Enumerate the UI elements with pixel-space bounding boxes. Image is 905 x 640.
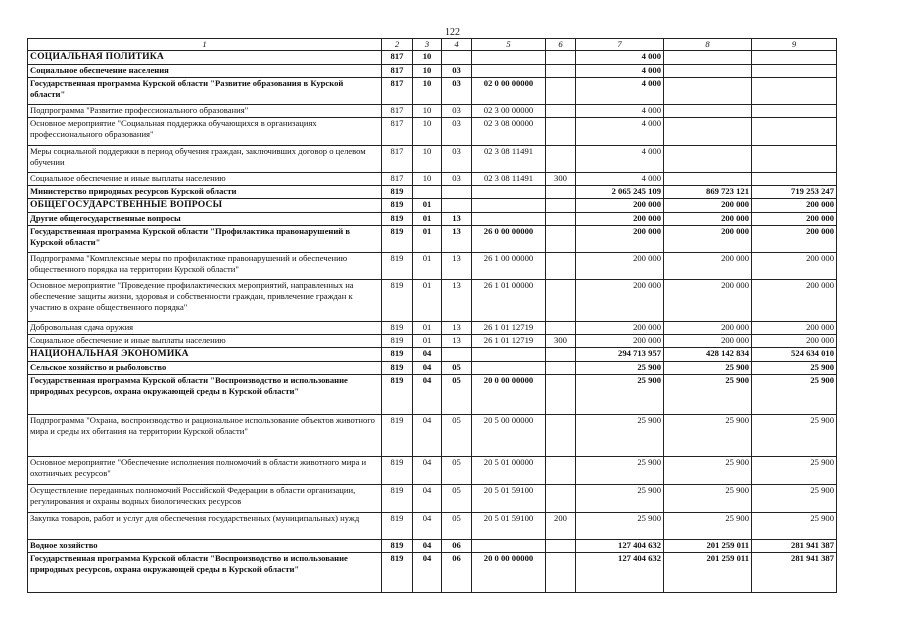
column-number: 1 (28, 39, 382, 51)
amount-year-1: 200 000 (576, 335, 664, 348)
ministry-code: 819 (382, 280, 413, 322)
expense-type-code (546, 118, 576, 146)
expense-type-code (546, 51, 576, 65)
ministry-code: 817 (382, 173, 413, 186)
item-name: Подпрограмма "Развитие профессионального образования" (28, 105, 382, 118)
column-number: 5 (472, 39, 546, 51)
ministry-code: 819 (382, 553, 413, 593)
section-code: 10 (413, 146, 442, 173)
table-row (28, 335, 837, 348)
table-row (28, 118, 837, 146)
amount-year-1: 25 900 (576, 362, 664, 375)
item-name: СОЦИАЛЬНАЯ ПОЛИТИКА (28, 51, 382, 65)
expense-type-code (546, 146, 576, 173)
table-body (28, 51, 837, 593)
amount-year-1: 2 065 245 109 (576, 186, 664, 199)
amount-year-3 (752, 78, 837, 105)
ministry-code: 817 (382, 65, 413, 78)
expense-type-code (546, 457, 576, 485)
item-name: Государственная программа Курской области "Профилактика правонарушений в Курской области" (28, 226, 382, 253)
target-article-code: 02 3 00 00000 (472, 105, 546, 118)
expense-type-code (546, 362, 576, 375)
ministry-code: 817 (382, 146, 413, 173)
amount-year-3: 200 000 (752, 322, 837, 335)
table-row (28, 199, 837, 213)
amount-year-1: 200 000 (576, 226, 664, 253)
subsection-code: 05 (442, 415, 472, 457)
target-article-code: 26 1 01 12719 (472, 322, 546, 335)
section-code: 04 (413, 457, 442, 485)
table-row (28, 226, 837, 253)
ministry-code: 819 (382, 226, 413, 253)
subsection-code (442, 199, 472, 213)
item-name: Осуществление переданных полномочий Российской Федерации в области организации, регулирования и охраны водных биологических ресурсов (28, 485, 382, 513)
section-code: 01 (413, 322, 442, 335)
section-code: 01 (413, 199, 442, 213)
expense-type-code (546, 253, 576, 280)
column-number: 4 (442, 39, 472, 51)
ministry-code: 817 (382, 51, 413, 65)
subsection-code: 03 (442, 65, 472, 78)
amount-year-2: 428 142 834 (664, 348, 752, 362)
table-row (28, 457, 837, 485)
table-row (28, 553, 837, 593)
target-article-code: 20 5 00 00000 (472, 415, 546, 457)
amount-year-2: 201 259 011 (664, 540, 752, 553)
amount-year-2 (664, 65, 752, 78)
expense-type-code (546, 105, 576, 118)
section-code: 01 (413, 280, 442, 322)
amount-year-2: 25 900 (664, 375, 752, 415)
amount-year-2: 25 900 (664, 513, 752, 540)
subsection-code: 03 (442, 105, 472, 118)
amount-year-2: 201 259 011 (664, 553, 752, 593)
amount-year-1: 25 900 (576, 375, 664, 415)
table-row (28, 362, 837, 375)
column-number: 7 (576, 39, 664, 51)
amount-year-2: 200 000 (664, 213, 752, 226)
item-name: Государственная программа Курской области "Воспроизводство и использование природных ресурсов, охрана окружающей среды в Курской области" (28, 375, 382, 415)
table-row (28, 213, 837, 226)
amount-year-3: 200 000 (752, 253, 837, 280)
subsection-code: 03 (442, 146, 472, 173)
column-number: 3 (413, 39, 442, 51)
expense-type-code (546, 226, 576, 253)
amount-year-3 (752, 118, 837, 146)
subsection-code: 03 (442, 173, 472, 186)
target-article-code (472, 186, 546, 199)
item-name: Социальное обеспечение и иные выплаты населению (28, 335, 382, 348)
expense-type-code: 200 (546, 513, 576, 540)
table-row (28, 78, 837, 105)
ministry-code: 817 (382, 105, 413, 118)
table-row (28, 146, 837, 173)
target-article-code: 26 0 00 00000 (472, 226, 546, 253)
section-code: 04 (413, 540, 442, 553)
amount-year-1: 25 900 (576, 513, 664, 540)
item-name: Социальное обеспечение населения (28, 65, 382, 78)
target-article-code (472, 65, 546, 78)
item-name: Сельское хозяйство и рыболовство (28, 362, 382, 375)
section-code: 01 (413, 253, 442, 280)
subsection-code: 13 (442, 213, 472, 226)
amount-year-1: 4 000 (576, 173, 664, 186)
expense-type-code (546, 348, 576, 362)
section-code: 10 (413, 65, 442, 78)
table-row (28, 415, 837, 457)
ministry-code: 819 (382, 513, 413, 540)
section-code: 10 (413, 118, 442, 146)
subsection-code: 05 (442, 485, 472, 513)
amount-year-3 (752, 146, 837, 173)
subsection-code: 13 (442, 226, 472, 253)
expense-type-code: 300 (546, 335, 576, 348)
target-article-code: 20 0 00 00000 (472, 375, 546, 415)
target-article-code (472, 348, 546, 362)
table-row (28, 186, 837, 199)
subsection-code: 05 (442, 457, 472, 485)
ministry-code: 817 (382, 118, 413, 146)
section-code: 04 (413, 362, 442, 375)
table-row (28, 280, 837, 322)
subsection-code: 13 (442, 335, 472, 348)
expense-type-code (546, 485, 576, 513)
expense-type-code: 300 (546, 173, 576, 186)
amount-year-3 (752, 65, 837, 78)
expense-type-code (546, 540, 576, 553)
subsection-code: 13 (442, 253, 472, 280)
target-article-code (472, 213, 546, 226)
section-code: 10 (413, 51, 442, 65)
target-article-code: 02 3 08 11491 (472, 173, 546, 186)
amount-year-2: 25 900 (664, 457, 752, 485)
ministry-code: 819 (382, 540, 413, 553)
subsection-code: 06 (442, 540, 472, 553)
subsection-code: 03 (442, 118, 472, 146)
item-name: Основное мероприятие "Социальная поддержка обучающихся в организациях профессионального образования" (28, 118, 382, 146)
target-article-code: 20 5 01 00000 (472, 457, 546, 485)
section-code (413, 186, 442, 199)
amount-year-1: 127 404 632 (576, 540, 664, 553)
table-row (28, 173, 837, 186)
expense-type-code (546, 415, 576, 457)
section-code: 01 (413, 213, 442, 226)
amount-year-3: 25 900 (752, 485, 837, 513)
amount-year-2 (664, 51, 752, 65)
amount-year-1: 4 000 (576, 78, 664, 105)
target-article-code (472, 199, 546, 213)
amount-year-3: 25 900 (752, 362, 837, 375)
table-row (28, 540, 837, 553)
ministry-code: 819 (382, 457, 413, 485)
column-number: 2 (382, 39, 413, 51)
amount-year-3 (752, 51, 837, 65)
item-name: Министерство природных ресурсов Курской области (28, 186, 382, 199)
amount-year-1: 4 000 (576, 118, 664, 146)
amount-year-2: 25 900 (664, 485, 752, 513)
amount-year-2: 200 000 (664, 199, 752, 213)
amount-year-2 (664, 146, 752, 173)
amount-year-2 (664, 105, 752, 118)
subsection-code (442, 348, 472, 362)
target-article-code: 20 5 01 59100 (472, 485, 546, 513)
amount-year-2: 25 900 (664, 362, 752, 375)
table-row (28, 65, 837, 78)
table-row (28, 348, 837, 362)
amount-year-1: 200 000 (576, 199, 664, 213)
amount-year-2 (664, 173, 752, 186)
expense-type-code (546, 186, 576, 199)
amount-year-1: 4 000 (576, 65, 664, 78)
amount-year-1: 25 900 (576, 457, 664, 485)
amount-year-3: 524 634 010 (752, 348, 837, 362)
amount-year-2: 200 000 (664, 226, 752, 253)
ministry-code: 819 (382, 362, 413, 375)
ministry-code: 819 (382, 199, 413, 213)
amount-year-3: 719 253 247 (752, 186, 837, 199)
page-number: 122 (445, 27, 460, 38)
ministry-code: 819 (382, 375, 413, 415)
target-article-code: 02 3 08 00000 (472, 118, 546, 146)
ministry-code: 819 (382, 335, 413, 348)
section-code: 10 (413, 105, 442, 118)
amount-year-1: 4 000 (576, 51, 664, 65)
amount-year-3: 200 000 (752, 213, 837, 226)
section-code: 04 (413, 513, 442, 540)
target-article-code: 20 0 00 00000 (472, 553, 546, 593)
amount-year-3: 281 941 387 (752, 553, 837, 593)
amount-year-3: 200 000 (752, 335, 837, 348)
amount-year-1: 127 404 632 (576, 553, 664, 593)
section-code: 04 (413, 415, 442, 457)
ministry-code: 819 (382, 322, 413, 335)
ministry-code: 819 (382, 348, 413, 362)
column-number: 8 (664, 39, 752, 51)
expense-type-code (546, 78, 576, 105)
ministry-code: 819 (382, 253, 413, 280)
table-row (28, 375, 837, 415)
ministry-code: 819 (382, 186, 413, 199)
section-code: 01 (413, 226, 442, 253)
subsection-code: 05 (442, 513, 472, 540)
ministry-code: 819 (382, 485, 413, 513)
table-row (28, 485, 837, 513)
item-name: Основное мероприятие "Обеспечение исполнения полномочий в области животного мира и охотничьих ресурсов" (28, 457, 382, 485)
amount-year-3: 25 900 (752, 415, 837, 457)
item-name: Закупка товаров, работ и услуг для обеспечения государственных (муниципальных) нужд (28, 513, 382, 540)
amount-year-2 (664, 118, 752, 146)
target-article-code (472, 540, 546, 553)
item-name: Подпрограмма "Комплексные меры по профилактике правонарушений и обеспечению общественного порядка на территории Курской области" (28, 253, 382, 280)
item-name: Другие общегосударственные вопросы (28, 213, 382, 226)
amount-year-2 (664, 78, 752, 105)
amount-year-3 (752, 173, 837, 186)
item-name: Основное мероприятие "Проведение профилактических мероприятий, направленных на обеспечение защиты жизни, здоровья и собственности граждан, привлечение граждан к участию в охране общественного порядка" (28, 280, 382, 322)
amount-year-2: 200 000 (664, 253, 752, 280)
target-article-code: 26 1 00 00000 (472, 253, 546, 280)
section-code: 10 (413, 78, 442, 105)
budget-table (27, 38, 837, 593)
amount-year-3: 200 000 (752, 199, 837, 213)
item-name: Социальное обеспечение и иные выплаты населению (28, 173, 382, 186)
amount-year-1: 200 000 (576, 280, 664, 322)
section-code: 04 (413, 553, 442, 593)
amount-year-3: 25 900 (752, 457, 837, 485)
expense-type-code (546, 199, 576, 213)
item-name: Водное хозяйство (28, 540, 382, 553)
amount-year-1: 200 000 (576, 253, 664, 280)
item-name: Меры социальной поддержки в период обучения граждан, заключивших договор о целевом обучении (28, 146, 382, 173)
target-article-code: 26 1 01 00000 (472, 280, 546, 322)
item-name: ОБЩЕГОСУДАРСТВЕННЫЕ ВОПРОСЫ (28, 199, 382, 213)
target-article-code: 02 0 00 00000 (472, 78, 546, 105)
subsection-code: 03 (442, 78, 472, 105)
amount-year-2: 25 900 (664, 415, 752, 457)
expense-type-code (546, 280, 576, 322)
amount-year-1: 294 713 957 (576, 348, 664, 362)
item-name: Добровольная сдача оружия (28, 322, 382, 335)
expense-type-code (546, 322, 576, 335)
section-code: 10 (413, 173, 442, 186)
table-row (28, 322, 837, 335)
amount-year-1: 4 000 (576, 146, 664, 173)
subsection-code (442, 51, 472, 65)
amount-year-1: 4 000 (576, 105, 664, 118)
table-row (28, 105, 837, 118)
subsection-code (442, 186, 472, 199)
table-row (28, 51, 837, 65)
amount-year-3: 200 000 (752, 280, 837, 322)
expense-type-code (546, 375, 576, 415)
target-article-code (472, 362, 546, 375)
item-name: Подпрограмма "Охрана, воспроизводство и рациональное использование объектов животного мира и среды их обитания на территории Курской области" (28, 415, 382, 457)
ministry-code: 819 (382, 213, 413, 226)
item-name: НАЦИОНАЛЬНАЯ ЭКОНОМИКА (28, 348, 382, 362)
amount-year-1: 200 000 (576, 213, 664, 226)
ministry-code: 819 (382, 415, 413, 457)
amount-year-1: 25 900 (576, 415, 664, 457)
target-article-code: 26 1 01 12719 (472, 335, 546, 348)
subsection-code: 05 (442, 375, 472, 415)
column-number: 9 (752, 39, 837, 51)
table-row (28, 513, 837, 540)
amount-year-2: 200 000 (664, 335, 752, 348)
table-row (28, 253, 837, 280)
section-code: 04 (413, 348, 442, 362)
item-name: Государственная программа Курской области "Воспроизводство и использование природных ресурсов, охрана окружающей среды в Курской области" (28, 553, 382, 593)
amount-year-2: 869 723 121 (664, 186, 752, 199)
section-code: 04 (413, 375, 442, 415)
target-article-code (472, 51, 546, 65)
amount-year-2: 200 000 (664, 280, 752, 322)
section-code: 01 (413, 335, 442, 348)
amount-year-3 (752, 105, 837, 118)
amount-year-1: 25 900 (576, 485, 664, 513)
expense-type-code (546, 65, 576, 78)
column-number-row (28, 39, 837, 51)
expense-type-code (546, 553, 576, 593)
subsection-code: 05 (442, 362, 472, 375)
target-article-code: 20 5 01 59100 (472, 513, 546, 540)
column-number: 6 (546, 39, 576, 51)
amount-year-3: 200 000 (752, 226, 837, 253)
section-code: 04 (413, 485, 442, 513)
expense-type-code (546, 213, 576, 226)
amount-year-3: 25 900 (752, 513, 837, 540)
amount-year-3: 281 941 387 (752, 540, 837, 553)
subsection-code: 13 (442, 280, 472, 322)
subsection-code: 13 (442, 322, 472, 335)
amount-year-3: 25 900 (752, 375, 837, 415)
target-article-code: 02 3 08 11491 (472, 146, 546, 173)
item-name: Государственная программа Курской области "Развитие образования в Курской области" (28, 78, 382, 105)
amount-year-2: 200 000 (664, 322, 752, 335)
amount-year-1: 200 000 (576, 322, 664, 335)
ministry-code: 817 (382, 78, 413, 105)
subsection-code: 06 (442, 553, 472, 593)
